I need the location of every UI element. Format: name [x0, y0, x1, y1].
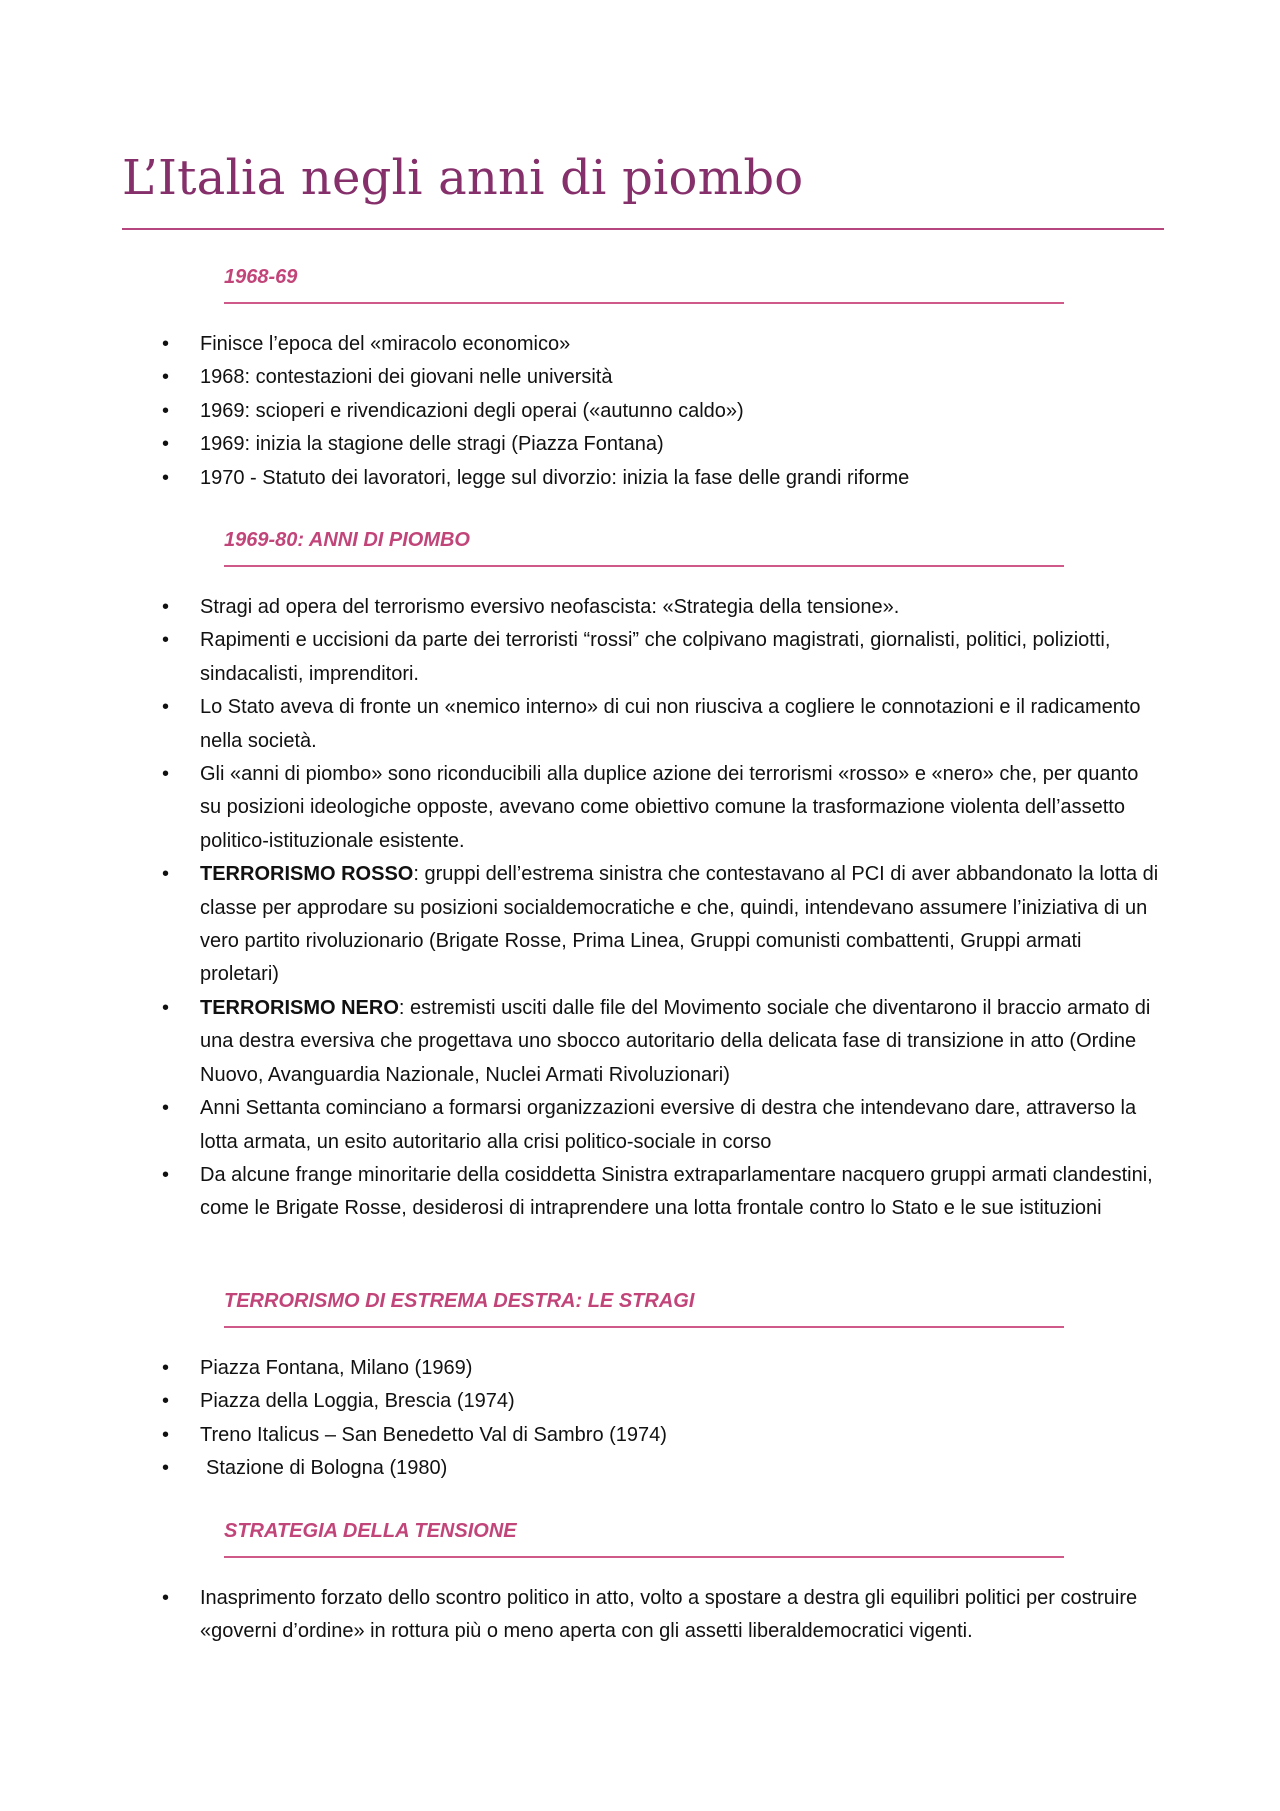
section-heading: 1969-80: ANNI DI PIOMBO — [224, 529, 470, 551]
list-item-text: Inasprimento forzato dello scontro politico in atto, volto a spostare a destra gli equilibri politici per costruire «governi d’ordine» in rottura più o meno aperta con gli assetti liberaldemocratici vigenti. — [200, 1587, 1138, 1643]
list-item — [0, 1452, 1160, 1485]
bullet-icon: • — [162, 863, 170, 886]
list-item — [0, 1582, 1160, 1649]
bullet-list — [0, 591, 1280, 1226]
bullet-icon: • — [162, 1423, 170, 1446]
list-item-text: : estremisti usciti dalle file del Movimento sociale che diventarono il braccio armato di una destra eversiva che progettava uno sbocco autoritario della delicata fase di transizione in atto (Ordine Nuovo, Avanguardia Nazionale, Nuclei Armati Rivoluzionari) — [200, 996, 1151, 1086]
list-item — [0, 395, 1160, 428]
list-item — [0, 758, 1160, 858]
list-item — [0, 1092, 1160, 1159]
bullet-icon: • — [162, 696, 170, 719]
bullet-list — [0, 1582, 1280, 1649]
list-item-text: Stazione di Bologna (1980) — [206, 1457, 448, 1480]
bullet-icon: • — [162, 596, 170, 618]
list-item — [0, 624, 1160, 691]
list-item-strong: TERRORISMO ROSSO — [200, 863, 414, 886]
bullet-icon: • — [162, 1097, 170, 1120]
list-item — [0, 858, 1160, 992]
bullet-icon: • — [162, 399, 170, 422]
list-item — [0, 328, 1160, 361]
list-item — [0, 691, 1160, 758]
bullet-icon: • — [162, 1357, 170, 1379]
list-item — [0, 462, 1160, 495]
bullet-list — [0, 1352, 1280, 1486]
bullet-icon: • — [162, 1390, 170, 1413]
list-item — [0, 361, 1160, 394]
list-item-text: Lo Stato aveva di fronte un «nemico interno» di cui non riusciva a cogliere le connotazioni e il radicamento nella società. — [200, 696, 1141, 752]
page-title: L’Italia negli anni di piombo — [122, 150, 804, 206]
list-item-text: Piazza della Loggia, Brescia (1974) — [200, 1390, 515, 1413]
bullet-icon: • — [162, 466, 170, 489]
title-underline — [122, 228, 1164, 230]
list-item — [0, 1419, 1160, 1452]
list-item — [0, 992, 1160, 1092]
list-item-text: 1969: scioperi e rivendicazioni degli operai («autunno caldo») — [200, 399, 744, 422]
list-item-text: Da alcune frange minoritarie della cosiddetta Sinistra extraparlamentare nacquero gruppi armati clandestini, come le Brigate Rosse, desiderosi di intraprendere una lotta frontale contro lo Stato e le sue istituzioni — [200, 1163, 1153, 1220]
bullet-icon: • — [162, 996, 170, 1019]
list-item — [0, 1159, 1160, 1226]
bullet-icon: • — [162, 763, 170, 786]
list-item-text: Gli «anni di piombo» sono riconducibili alla duplice azione dei terrorismi «rosso» e «nero» che, per quanto su posizioni ideologiche opposte, avevano come obiettivo comune la trasformazione violenta dell’assetto politico-istituzionale esistente. — [200, 763, 1139, 852]
section-heading: TERRORISMO DI ESTREMA DESTRA: LE STRAGI — [224, 1290, 695, 1312]
section-heading-underline — [224, 302, 1064, 304]
list-item-text: Anni Settanta cominciano a formarsi organizzazioni eversive di destra che intendevano dare, attraverso la lotta armata, un esito autoritario alla crisi politico-sociale in corso — [200, 1097, 1137, 1153]
bullet-list — [0, 328, 1280, 495]
bullet-icon: • — [162, 366, 170, 389]
list-item-text: 1969: inizia la stagione delle stragi (Piazza Fontana) — [200, 433, 664, 456]
bullet-icon: • — [162, 433, 170, 456]
list-item-text: 1970 - Statuto dei lavoratori, legge sul divorzio: inizia la fase delle grandi riforme — [200, 466, 910, 489]
list-item — [0, 428, 1160, 461]
list-item-text: Rapimenti e uccisioni da parte dei terroristi “rossi” che colpivano magistrati, giornalisti, politici, poliziotti, sindacalisti, imprenditori. — [200, 629, 1111, 685]
section-heading-underline — [224, 1326, 1064, 1328]
list-item-text: 1968: contestazioni dei giovani nelle università — [200, 366, 613, 389]
bullet-icon: • — [162, 1163, 170, 1186]
bullet-icon: • — [162, 629, 170, 652]
section-heading: STRATEGIA DELLA TENSIONE — [224, 1520, 517, 1542]
section-heading: 1968-69 — [224, 266, 298, 288]
list-item-text: Piazza Fontana, Milano (1969) — [200, 1357, 473, 1379]
bullet-icon: • — [162, 333, 170, 355]
list-item — [0, 591, 1160, 624]
list-item — [0, 1352, 1160, 1385]
list-item-text: Stragi ad opera del terrorismo eversivo neofascista: «Strategia della tensione». — [200, 596, 900, 618]
list-item-text: : gruppi dell’estrema sinistra che contestavano al PCI di aver abbandonato la lotta di classe per approdare su posizioni socialdemocratiche e che, quindi, intendevano assumere l’iniziativa di un vero partito rivoluzionario (Brigate Rosse, Prima Linea, Gruppi comunisti combattenti, Gruppi armati proletari) — [200, 863, 1159, 986]
list-item-strong: TERRORISMO NERO — [200, 996, 399, 1019]
list-item — [0, 1385, 1160, 1418]
bullet-icon: • — [162, 1587, 170, 1609]
bullet-icon: • — [162, 1457, 170, 1480]
list-item-text: Finisce l’epoca del «miracolo economico» — [200, 333, 571, 355]
list-item-text: Treno Italicus – San Benedetto Val di Sambro (1974) — [200, 1423, 667, 1446]
section-heading-underline — [224, 565, 1064, 567]
section-heading-underline — [224, 1556, 1064, 1558]
